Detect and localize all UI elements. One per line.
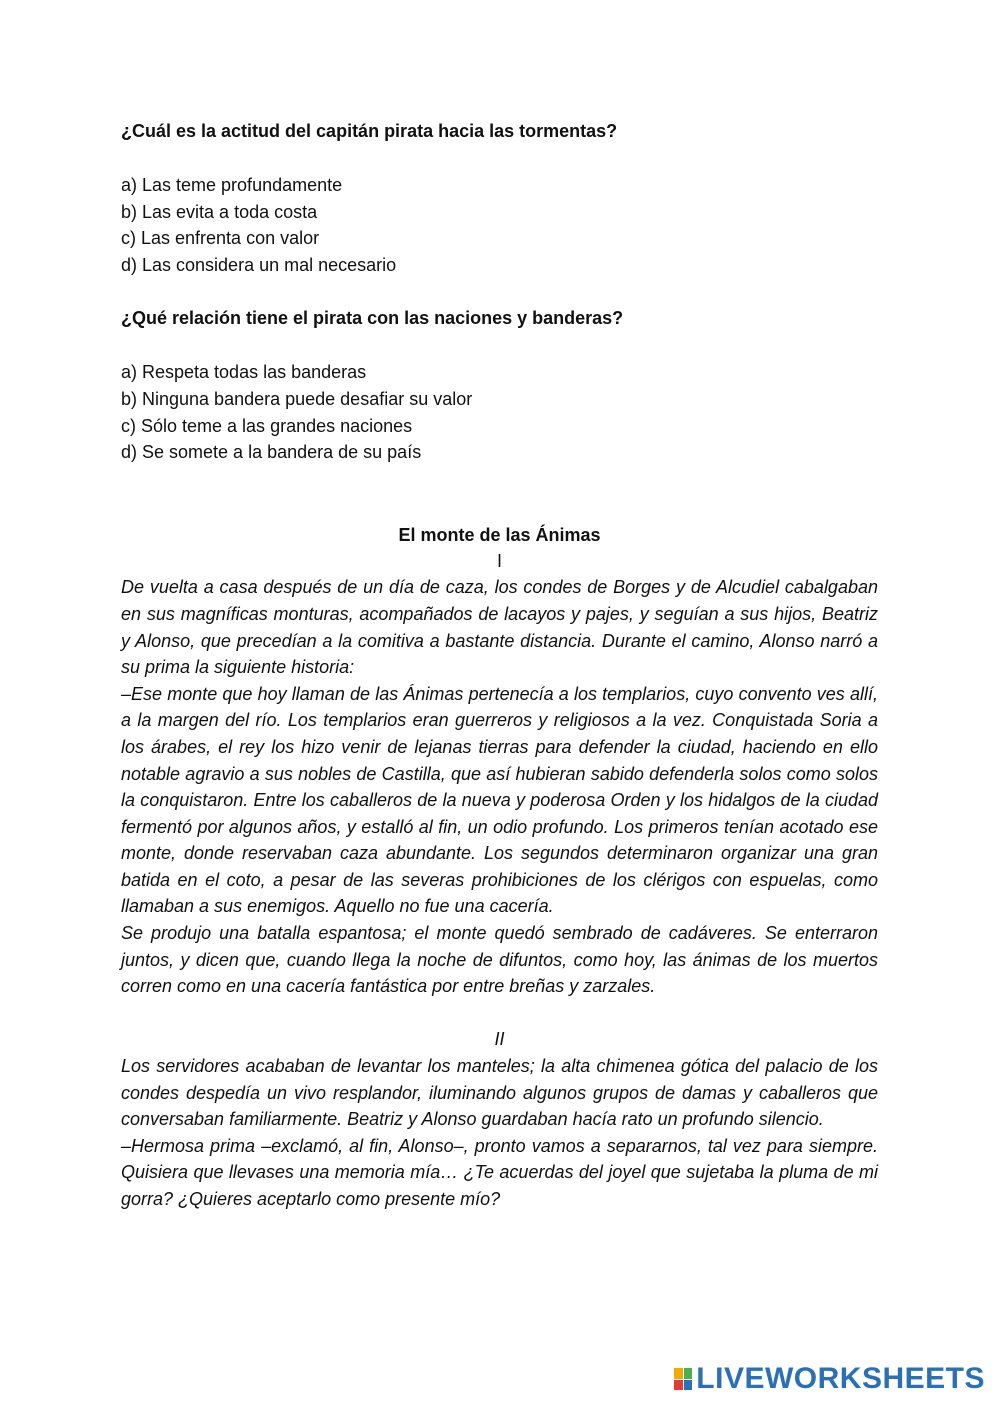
part-2-numeral: II — [494, 1029, 505, 1050]
option-item: b) Ninguna bandera puede desafiar su valor — [121, 388, 473, 409]
option-item: c) Sólo teme a las grandes naciones — [121, 415, 413, 436]
option-item: a) Respeta todas las banderas — [121, 362, 367, 383]
story-title: El monte de las Ánimas — [398, 524, 601, 545]
option-item: b) Las evita a toda costa — [121, 201, 318, 222]
story-paragraph: –Ese monte que hoy llaman de las Ánimas pertenecía a los templarios, cuyo convento ves allí, a la margen del río. Los templarios eran guerreros y religiosos a la vez. Conquistada Soria a los árabes, el rey los hizo venir de lejanas tierras para defender la ciudad, haciendo en ello notable agravio a sus nobles de Castilla, que así hubieran sabido defenderla solos como solos la conquistaron. Entre los caballeros de la nueva y poderosa Orden y los hidalgos de la ciudad fermentó por algunos años, y estalló al fin, un odio profundo. Los primeros tenían acotado ese monte, donde reservaban caza abundante. Los segundos determinaron organizar una gran batida en el coto, a pesar de las severas prohibiciones de los clérigos con espuelas, como llamaban a sus enemigos. Aquello no fue una cacería. — [121, 683, 878, 917]
question-1-options — [121, 172, 878, 278]
worksheet-page — [121, 118, 878, 1213]
liveworksheets-mark-icon — [674, 1368, 692, 1390]
story-paragraph: Se produjo una batalla espantosa; el monte quedó sembrado de cadáveres. Se enterraron juntos, y dicen que, cuando llega la noche de difuntos, como hoy, las ánimas de los muertos corren como en una cacería fantástica por entre breñas y zarzales. — [121, 923, 878, 997]
option-item: a) Las teme profundamente — [121, 175, 343, 195]
story-paragraph: De vuelta a casa después de un día de caza, los condes de Borges y de Alcudiel cabalgaban en sus magníficas monturas, acompañados de lacayos y pajes, y seguían a sus hijos, Beatriz y Alonso, que precedían a la comitiva a bastante distancia. Durante el camino, Alonso narró a su prima la siguiente historia: — [121, 577, 878, 678]
liveworksheets-brand: LIVEWORKSHEETS — [696, 1362, 985, 1395]
liveworksheets-logo — [674, 1362, 985, 1396]
part-1-numeral: I — [496, 550, 502, 571]
question-2: ¿Qué relación tiene el pirata con las naciones y banderas? — [121, 308, 624, 329]
option-item: d) Se somete a la bandera de su país — [121, 442, 422, 463]
option-item: d) Las considera un mal necesario — [121, 254, 397, 275]
section-gap — [121, 1000, 878, 1027]
option-item: c) Las enfrenta con valor — [121, 228, 320, 249]
question-2-options — [121, 359, 878, 465]
question-1: ¿Cuál es la actitud del capitán pirata hacia las tormentas? — [121, 121, 618, 141]
story-paragraph: –Hermosa prima –exclamó, al fin, Alonso–, pronto vamos a separarnos, tal vez para siempre. Quisiera que llevases una memoria mía… ¿Te acuerdas del joyel que sujetaba la pluma de mi gorra? ¿Quieres aceptarlo como presente mío? — [121, 1135, 878, 1209]
story-paragraph: Los servidores acababan de levantar los manteles; la alta chimenea gótica del palacio de los condes despedía un vivo resplandor, iluminando algunos grupos de damas y caballeros que conversaban familiarmente. Beatriz y Alonso guardaban hacía rato un profundo silencio. — [121, 1056, 878, 1130]
